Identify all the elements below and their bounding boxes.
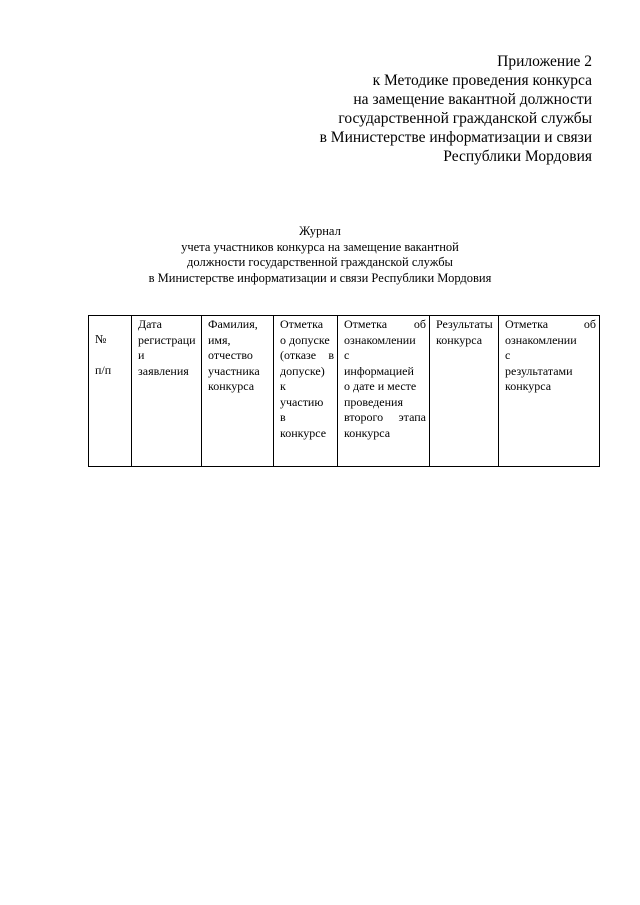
header-line: (отказе в — [280, 348, 334, 362]
appendix-line: Приложение 2 — [497, 53, 592, 70]
appendix-line: в Министерстве информатизации и связи — [319, 129, 592, 146]
appendix-line: на замещение вакантной должности — [353, 91, 592, 108]
column-header-results — [430, 316, 499, 467]
header-line: в — [280, 410, 286, 424]
header-line: проведения — [344, 394, 403, 409]
header-line: п/п — [95, 362, 112, 377]
table-header-row — [89, 316, 600, 467]
header-line: заявления — [138, 363, 189, 378]
header-line: с — [344, 348, 350, 362]
heading-line: должности государственной гражданской службы — [187, 255, 453, 269]
header-line: участию — [280, 394, 324, 409]
header-line: регистрации — [138, 332, 196, 362]
header-line: результатами — [505, 363, 573, 378]
header-line: Отметка об — [505, 317, 596, 331]
column-header-participant-name — [202, 316, 274, 467]
header-line: ознакомлении — [344, 332, 416, 347]
header-line: о дате и месте — [344, 379, 417, 393]
header-line: участника — [208, 363, 260, 378]
header-line: с — [505, 348, 511, 362]
header-line: конкурса — [436, 332, 483, 347]
header-line: конкурсе — [280, 425, 327, 440]
appendix-line: государственной гражданской службы — [338, 110, 592, 127]
heading-line: учета участников конкурса на замещение вакантной — [181, 239, 459, 254]
heading-line: в Министерстве информатизации и связи Республики Мордовия — [148, 270, 492, 285]
column-header-registration-date — [132, 316, 202, 467]
header-line: Отметка об — [344, 317, 426, 331]
column-header-number — [89, 316, 132, 467]
header-line: о допуске — [280, 332, 330, 347]
column-header-second-stage-notice — [338, 316, 430, 467]
header-line: к — [280, 379, 286, 393]
header-line: допуске) — [280, 363, 325, 378]
header-line: Отметка — [280, 317, 324, 331]
header-line: конкурса — [505, 379, 552, 393]
column-header-results-notice — [499, 316, 600, 467]
journal-table — [88, 315, 600, 467]
header-line: Дата — [138, 317, 162, 331]
header-line: информацией — [344, 363, 414, 378]
appendix-note — [232, 52, 592, 166]
header-line: второго этапа — [344, 410, 426, 424]
header-line: конкурса — [208, 379, 255, 393]
header-line: Результаты — [436, 317, 493, 331]
document-heading — [0, 224, 640, 286]
document-title: Журнал — [299, 224, 341, 238]
appendix-line: к Методике проведения конкурса — [372, 72, 592, 89]
header-line: ознакомлении — [505, 332, 577, 347]
appendix-line: Республики Мордовия — [443, 148, 592, 165]
header-line: № — [95, 332, 107, 346]
header-line: Фамилия, — [208, 317, 258, 331]
header-line: отчество — [208, 348, 253, 362]
header-line: имя, — [208, 332, 231, 347]
column-header-admission-mark — [274, 316, 338, 467]
header-line: конкурса — [344, 425, 391, 440]
